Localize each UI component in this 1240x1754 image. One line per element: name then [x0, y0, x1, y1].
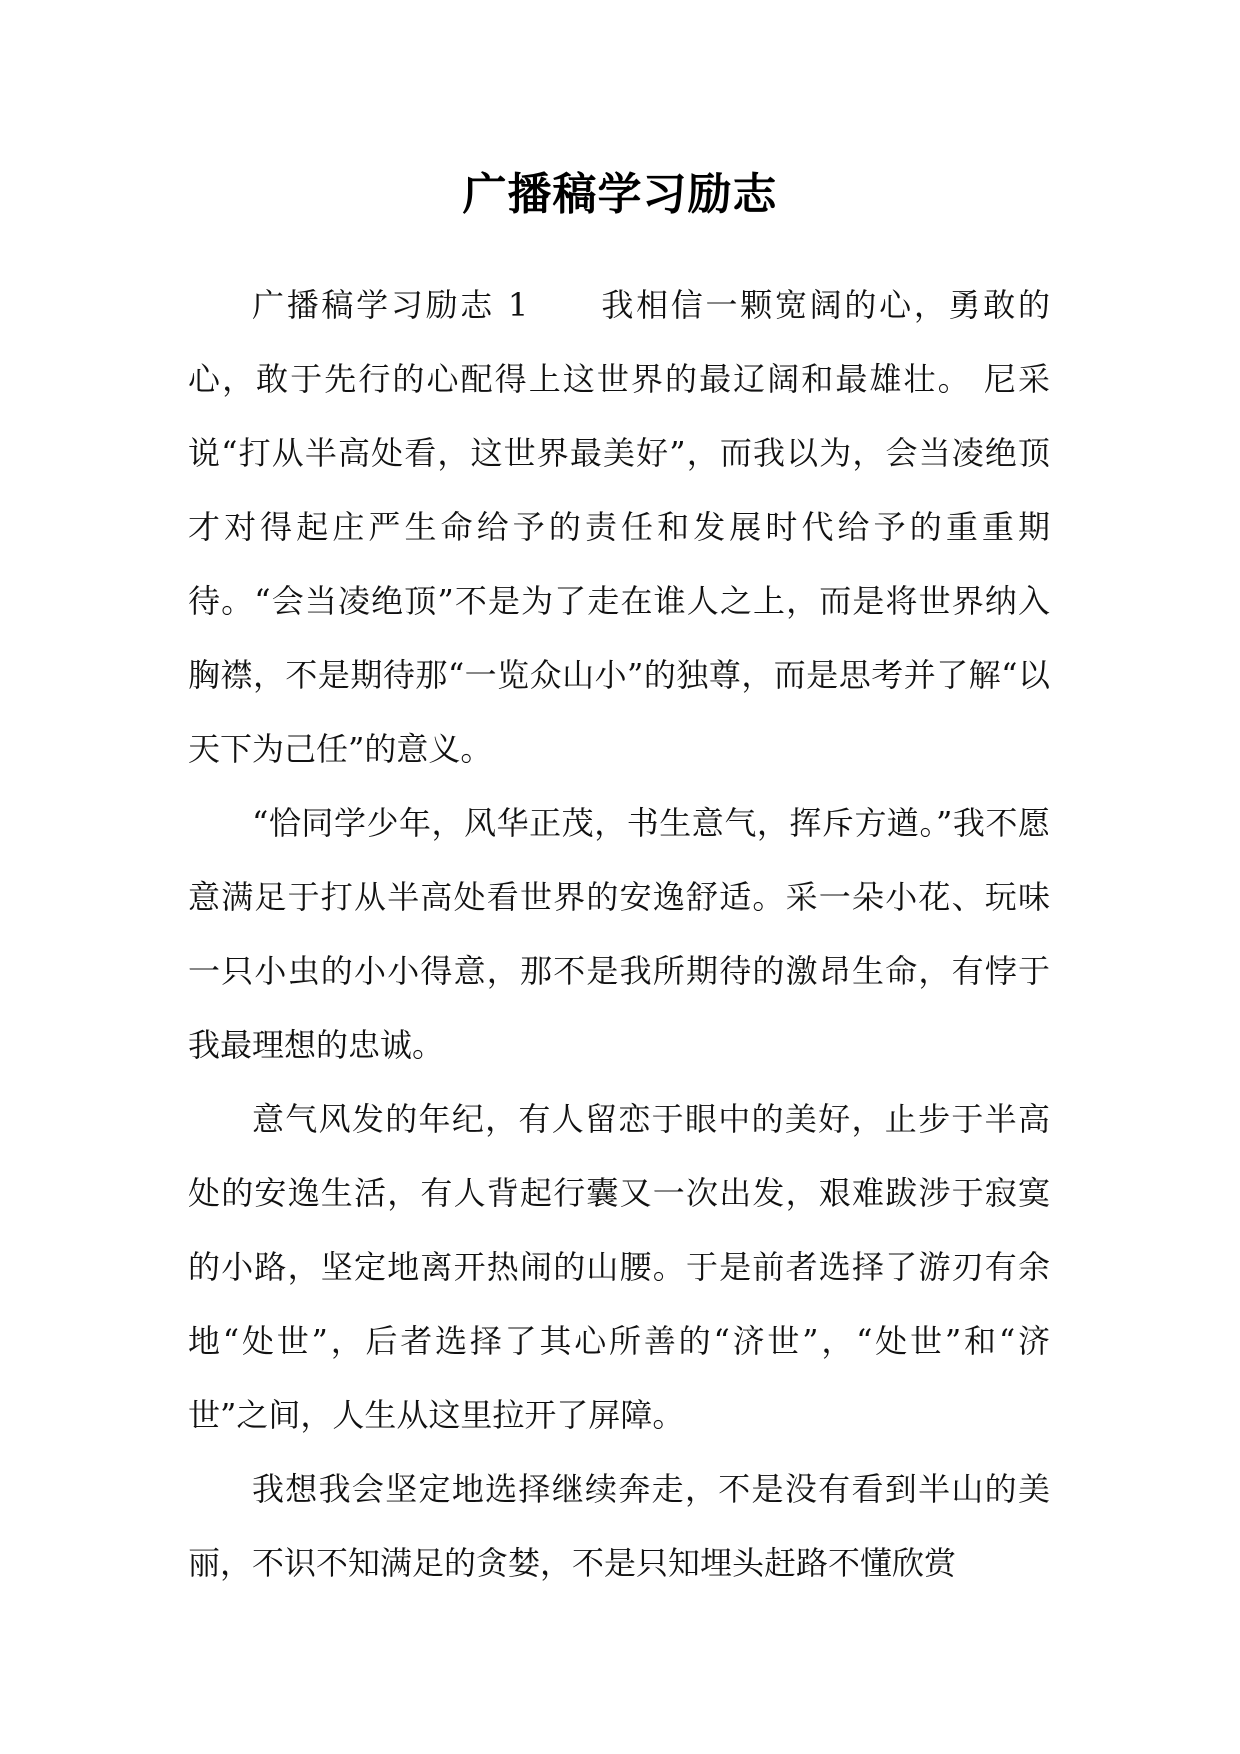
section-label: 广播稿学习励志 1	[252, 286, 529, 324]
document-title: 广播稿学习励志	[462, 169, 778, 220]
paragraph-1	[188, 268, 1050, 786]
document-body	[188, 268, 1050, 1600]
paragraph-4: 我想我会坚定地选择继续奔走，不是没有看到半山的美丽，不识不知满足的贪婪，不是只知埋头赶路不懂欣赏	[188, 1470, 1050, 1582]
paragraph-3: 意气风发的年纪，有人留恋于眼中的美好，止步于半高处的安逸生活，有人背起行囊又一次出发，艰难跋涉于寂寞的小路，坚定地离开热闹的山腰。于是前者选择了游刃有余地“处世”，后者选择了其心所善的“济世”，“处世”和“济世”之间，人生从这里拉开了屏障。	[188, 1100, 1050, 1434]
paragraph-1-text: 我相信一颗宽阔的心，勇敢的心，敢于先行的心配得上这世界的最辽阔和最雄壮。 尼采说“打从半高处看，这世界最美好”，而我以为，会当凌绝顶才对得起庄严生命给予的责任和发展时代给予的重重期待。“会当凌绝顶”不是为了走在谁人之上，而是将世界纳入胸襟，不是期待那“一览众山小”的独尊，而是思考并了解“以天下为己任”的意义。	[188, 286, 1050, 768]
paragraph-2: “恰同学少年，风华正茂，书生意气，挥斥方遒。”我不愿意满足于打从半高处看世界的安逸舒适。采一朵小花、玩味一只小虫的小小得意，那不是我所期待的激昂生命，有悖于我最理想的忠诚。	[188, 804, 1050, 1064]
